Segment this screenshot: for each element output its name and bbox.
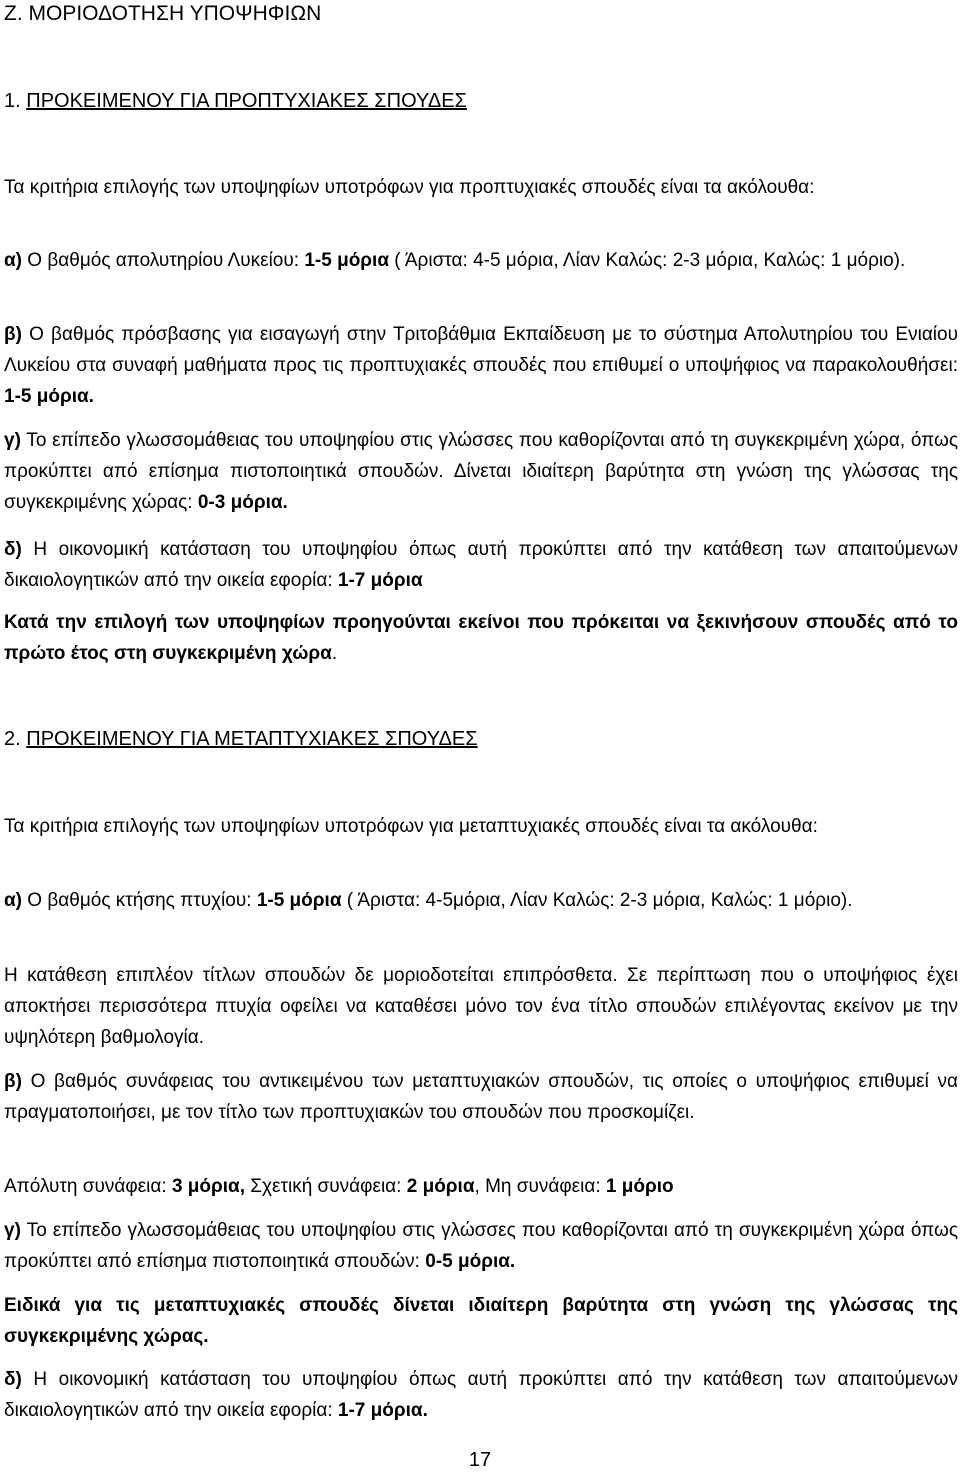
relevance-value-3: 1 μόριο [605, 1176, 674, 1197]
page-number: 17 [468, 1449, 492, 1471]
relevance-label-3: , Μη συνάφεια: [474, 1176, 606, 1197]
heading-number: 1. [4, 90, 21, 112]
criterion-points: 1-7 μόρια [337, 570, 423, 591]
criterion-points: 1-7 μόρια. [337, 1400, 428, 1421]
postgrad-relevance-points [4, 1171, 958, 1202]
criterion-text-tail: ( Άριστα: 4-5 μόρια, Λίαν Καλώς: 2-3 μόρια, Καλώς: 1 μόριο). [389, 250, 906, 271]
heading-text: ΠΡΟΚΕΙΜΕΝΟΥ ΓΙΑ ΠΡΟΠΤΥΧΙΑΚΕΣ ΣΠΟΥΔΕΣ [26, 90, 467, 112]
criterion-label: α) [4, 250, 23, 271]
undergrad-criterion-d [4, 534, 958, 596]
postgrad-criterion-b [4, 1066, 958, 1128]
postgrad-language-note: Ειδικά για τις μεταπτυχιακές σπουδές δίνεται ιδιαίτερη βαρύτητα στη γνώση της γλώσσας της συγκεκριμένης χώρας. [4, 1295, 958, 1347]
criterion-points: 1-5 μόρια [304, 250, 390, 271]
criterion-label: γ) [4, 430, 21, 451]
postgrad-intro: Τα κριτήρια επιλογής των υποψηφίων υποτρόφων για μεταπτυχιακές σπουδές είναι τα ακόλουθα: [4, 816, 818, 837]
undergrad-criterion-b [4, 319, 958, 412]
criterion-label: α) [4, 890, 23, 911]
relevance-label-1: Απόλυτη συνάφεια: [4, 1176, 172, 1197]
postgrad-criterion-a [4, 885, 958, 916]
note-bold: Κατά την επιλογή των υποψηφίων προηγούνται εκείνοι που πρόκειται να ξεκινήσουν σπουδές από το πρώτο έτος στη συγκεκριμένη χώρα [4, 612, 958, 664]
criterion-points: 1-5 μόρια [256, 890, 342, 911]
criterion-text: Το επίπεδο γλωσσομάθειας του υποψηφίου στις γλώσσες που καθορίζονται από τη συγκεκριμένη χώρα όπως προκύπτει από επίσημα πιστοποιητικά σπουδών: [4, 1220, 958, 1272]
criterion-text: Το επίπεδο γλωσσομάθειας του υποψηφίου στις γλώσσες που καθορίζονται από τη συγκεκριμένη χώρα, όπως προκύπτει από επίσημα πιστοποιητικά σπουδών. Δίνεται ιδιαίτερη βαρύτητα στη γνώση της γλώσσας της συγκεκριμένης χώρας: [4, 430, 958, 513]
criterion-points: 0-5 μόρια. [425, 1251, 516, 1272]
note-end: . [331, 643, 338, 664]
heading-text: ΠΡΟΚΕΙΜΕΝΟΥ ΓΙΑ ΜΕΤΑΠΤΥΧΙΑΚΕΣ ΣΠΟΥΔΕΣ [26, 728, 478, 750]
undergrad-criterion-c [4, 425, 958, 518]
relevance-value-2: 2 μόρια [406, 1176, 475, 1197]
heading-undergraduate [4, 90, 467, 113]
criterion-label: γ) [4, 1220, 21, 1241]
relevance-label-2: Σχετική συνάφεια: [245, 1176, 407, 1197]
postgrad-criterion-c [4, 1215, 958, 1277]
criterion-text: Ο βαθμός απολυτηρίου Λυκείου: [22, 250, 305, 271]
criterion-text: Η οικονομική κατάσταση του υποψηφίου όπως αυτή προκύπτει από την κατάθεση των απαιτούμενων δικαιολογητικών από την οικεία εφορία: [4, 539, 958, 591]
criterion-label: β) [4, 1071, 22, 1092]
criterion-label: β) [4, 324, 22, 345]
criterion-text: Η οικονομική κατάσταση του υποψηφίου όπως αυτή προκύπτει από την κατάθεση των απαιτούμενων δικαιολογητικών από την οικεία εφορία: [4, 1369, 958, 1421]
criterion-text: Ο βαθμός πρόσβασης για εισαγωγή στην Τριτοβάθμια Εκπαίδευση με το σύστημα Απολυτηρίου του Ενιαίου Λυκείου στα συναφή μαθήματα προς τις προπτυχιακές σπουδές που επιθυμεί ο υποψήφιος να παρακολουθήσει: [4, 324, 958, 376]
criterion-label: δ) [4, 1369, 22, 1390]
criterion-text: Ο βαθμός κτήσης πτυχίου: [22, 890, 257, 911]
criterion-text: Ο βαθμός συνάφειας του αντικειμένου των μεταπτυχιακών σπουδών, τις οποίες ο υποψήφιος επιθυμεί να πραγματοποιήσει, με τον τίτλο των προπτυχιακών του σπουδών που προσκομίζει. [4, 1071, 958, 1123]
heading-number: 2. [4, 728, 21, 750]
criterion-points: 0-3 μόρια. [197, 492, 288, 513]
postgrad-extra-titles: Η κατάθεση επιπλέον τίτλων σπουδών δε μοριοδοτείται επιπρόσθετα. Σε περίπτωση που ο υποψήφιος έχει αποκτήσει περισσότερα πτυχία οφείλει να καταθέσει μόνο τον ένα τίτλο σπουδών επιλέγοντας εκείνον με την υψηλότερη βαθμολογία. [4, 965, 958, 1048]
criterion-points: 1-5 μόρια. [4, 386, 94, 407]
undergrad-intro: Τα κριτήρια επιλογής των υποψηφίων υποτρόφων για προπτυχιακές σπουδές είναι τα ακόλουθα: [4, 177, 815, 198]
undergrad-criterion-a [4, 245, 958, 276]
criterion-text-tail: ( Άριστα: 4-5μόρια, Λίαν Καλώς: 2-3 μόρια, Καλώς: 1 μόριο). [341, 890, 853, 911]
postgrad-criterion-d [4, 1364, 958, 1426]
undergrad-priority-note [4, 607, 958, 669]
heading-postgraduate [4, 728, 478, 751]
relevance-value-1: 3 μόρια, [171, 1176, 246, 1197]
section-title: Ζ. ΜΟΡΙΟΔΟΤΗΣΗ ΥΠΟΨΗΦΙΩΝ [4, 2, 322, 25]
criterion-label: δ) [4, 539, 22, 560]
